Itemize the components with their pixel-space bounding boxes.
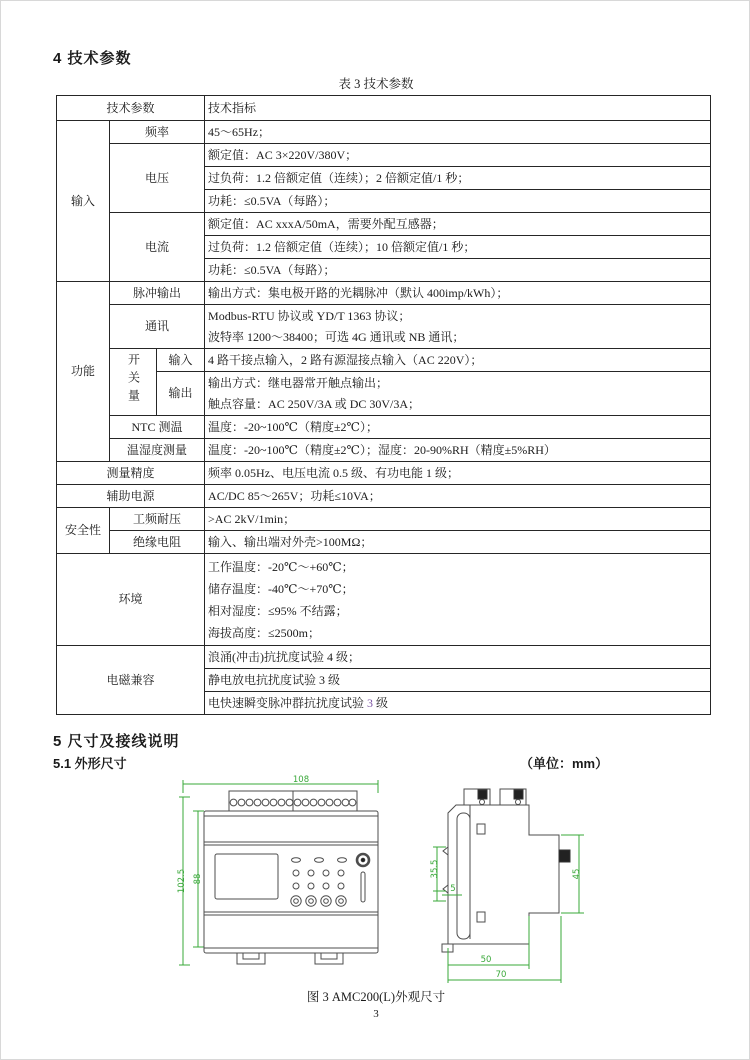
dim-height-88: 88 (193, 873, 203, 885)
din-rail-clips (237, 953, 343, 964)
spec-table (56, 95, 711, 715)
dim-gap-5: 5 (450, 884, 456, 894)
emc-eft-level: 3 (367, 695, 374, 710)
insulation-label: 绝缘电阻 (110, 531, 205, 554)
switch-output-line-1: 输出方式：继电器常开触点输出； (208, 375, 389, 390)
group-function-label: 功能 (57, 282, 110, 462)
accuracy-label: 测量精度 (57, 462, 205, 485)
device-body-front (204, 811, 378, 964)
switch-output-value (205, 372, 711, 416)
section-4-heading: 4 技术参数 (53, 50, 132, 67)
env-line-4: 海拔高度：≤2500m； (208, 625, 320, 640)
unit-note: （单位：mm） (520, 756, 609, 771)
section-5-heading: 5 尺寸及接线说明 (53, 733, 180, 750)
switch-output-label: 输出 (157, 372, 205, 416)
header-indicator-cell: 技术指标 (205, 96, 711, 121)
withstand-label: 工频耐压 (110, 508, 205, 531)
figure-caption: 图 3 AMC200(L)外观尺寸 (306, 990, 446, 1004)
switch-input-label: 输入 (157, 349, 205, 372)
current-rated: 额定值：AC xxxA/50mA，需要外配互感器； (205, 213, 711, 236)
side-view-drawing (426, 773, 598, 991)
withstand-value: >AC 2kV/1min； (205, 508, 711, 531)
environment-label: 环境 (57, 554, 205, 646)
freq-value: 45～65Hz； (205, 121, 711, 144)
emc-eft: 电快速瞬变脉冲群抗扰度试验 3 级 (205, 692, 711, 715)
comm-line-1: Modbus-RTU 协议或 YD/T 1363 协议； (208, 308, 411, 323)
env-line-3: 相对湿度：≤95% 不结露； (208, 603, 348, 618)
env-line-2: 储存温度：-40℃～+70℃； (208, 581, 354, 596)
dim-height-102-5: 102.5 (177, 868, 187, 894)
dim-total-70: 70 (495, 970, 507, 980)
ntc-label: NTC 测温 (110, 416, 205, 439)
pulse-label: 脉冲输出 (110, 282, 205, 305)
environment-value (205, 554, 711, 646)
switch-input-value: 4 路干接点输入，2 路有源湿接点输入（AC 220V）； (205, 349, 711, 372)
insulation-value: 输入、输出端对外壳>100MΩ； (205, 531, 711, 554)
rail-notch-top (443, 847, 448, 855)
antenna-connector-side (559, 850, 570, 862)
comm-value (205, 305, 711, 349)
rail-notch-bottom (443, 885, 448, 893)
comm-label: 通讯 (110, 305, 205, 349)
emc-esd: 静电放电抗扰度试验 3 级 (205, 669, 711, 692)
aux-power-label: 辅助电源 (57, 485, 205, 508)
group-input-label: 输入 (57, 121, 110, 282)
switch-output-line-2: 触点容量：AC 250V/3A 或 DC 30V/3A； (208, 396, 421, 411)
switch-group-label: 开关量 (110, 349, 157, 416)
voltage-label: 电压 (110, 144, 205, 213)
front-view-drawing (177, 775, 383, 989)
pulse-value: 输出方式：集电极开路的光耦脉冲（默认 400imp/kWh）； (205, 282, 711, 305)
emc-surge: 浪涌(冲击)抗扰度试验 4 级； (205, 646, 711, 669)
header-param-cell: 技术参数 (57, 96, 205, 121)
current-power: 功耗：≤0.5VA（每路）； (205, 259, 711, 282)
humidity-label: 温湿度测量 (110, 439, 205, 462)
dim-front-45: 45 (572, 868, 582, 880)
aux-power-value: AC/DC 85～265V；功耗≤10VA； (205, 485, 711, 508)
page-number: 3 (373, 1008, 379, 1020)
dim-depth-50: 50 (480, 955, 492, 965)
dim-width-108: 108 (292, 775, 310, 785)
voltage-rated: 额定值：AC 3×220V/380V； (205, 144, 711, 167)
accuracy-value: 频率 0.05Hz、电压电流 0.5 级、有功电能 1 级； (205, 462, 711, 485)
voltage-overload: 过负荷：1.2 倍额定值（连续）；2 倍额定值/1 秒； (205, 167, 711, 190)
current-overload: 过负荷：1.2 倍额定值（连续）；10 倍额定值/1 秒； (205, 236, 711, 259)
emc-group-label: 电磁兼容 (57, 646, 205, 715)
safety-group-label: 安全性 (57, 508, 110, 554)
current-label: 电流 (110, 213, 205, 282)
side-terminals (464, 789, 526, 806)
section-5-1-heading: 5.1 外形尺寸 (53, 756, 127, 771)
device-body-side (442, 805, 570, 952)
freq-label: 频率 (110, 121, 205, 144)
table-caption: 表 3 技术参数 (338, 77, 414, 91)
voltage-power: 功耗：≤0.5VA（每路）； (205, 190, 711, 213)
env-line-1: 工作温度：-20℃～+60℃； (208, 559, 354, 574)
dim-rail-35-5: 35.5 (430, 859, 440, 879)
comm-line-2: 波特率 1200～38400；可选 4G 通讯或 NB 通讯； (208, 329, 465, 344)
ntc-value: 温度：-20~100℃（精度±2℃）； (205, 416, 711, 439)
humidity-value: 温度：-20~100℃（精度±2℃）；湿度：20-90%RH（精度±5%RH） (205, 439, 711, 462)
